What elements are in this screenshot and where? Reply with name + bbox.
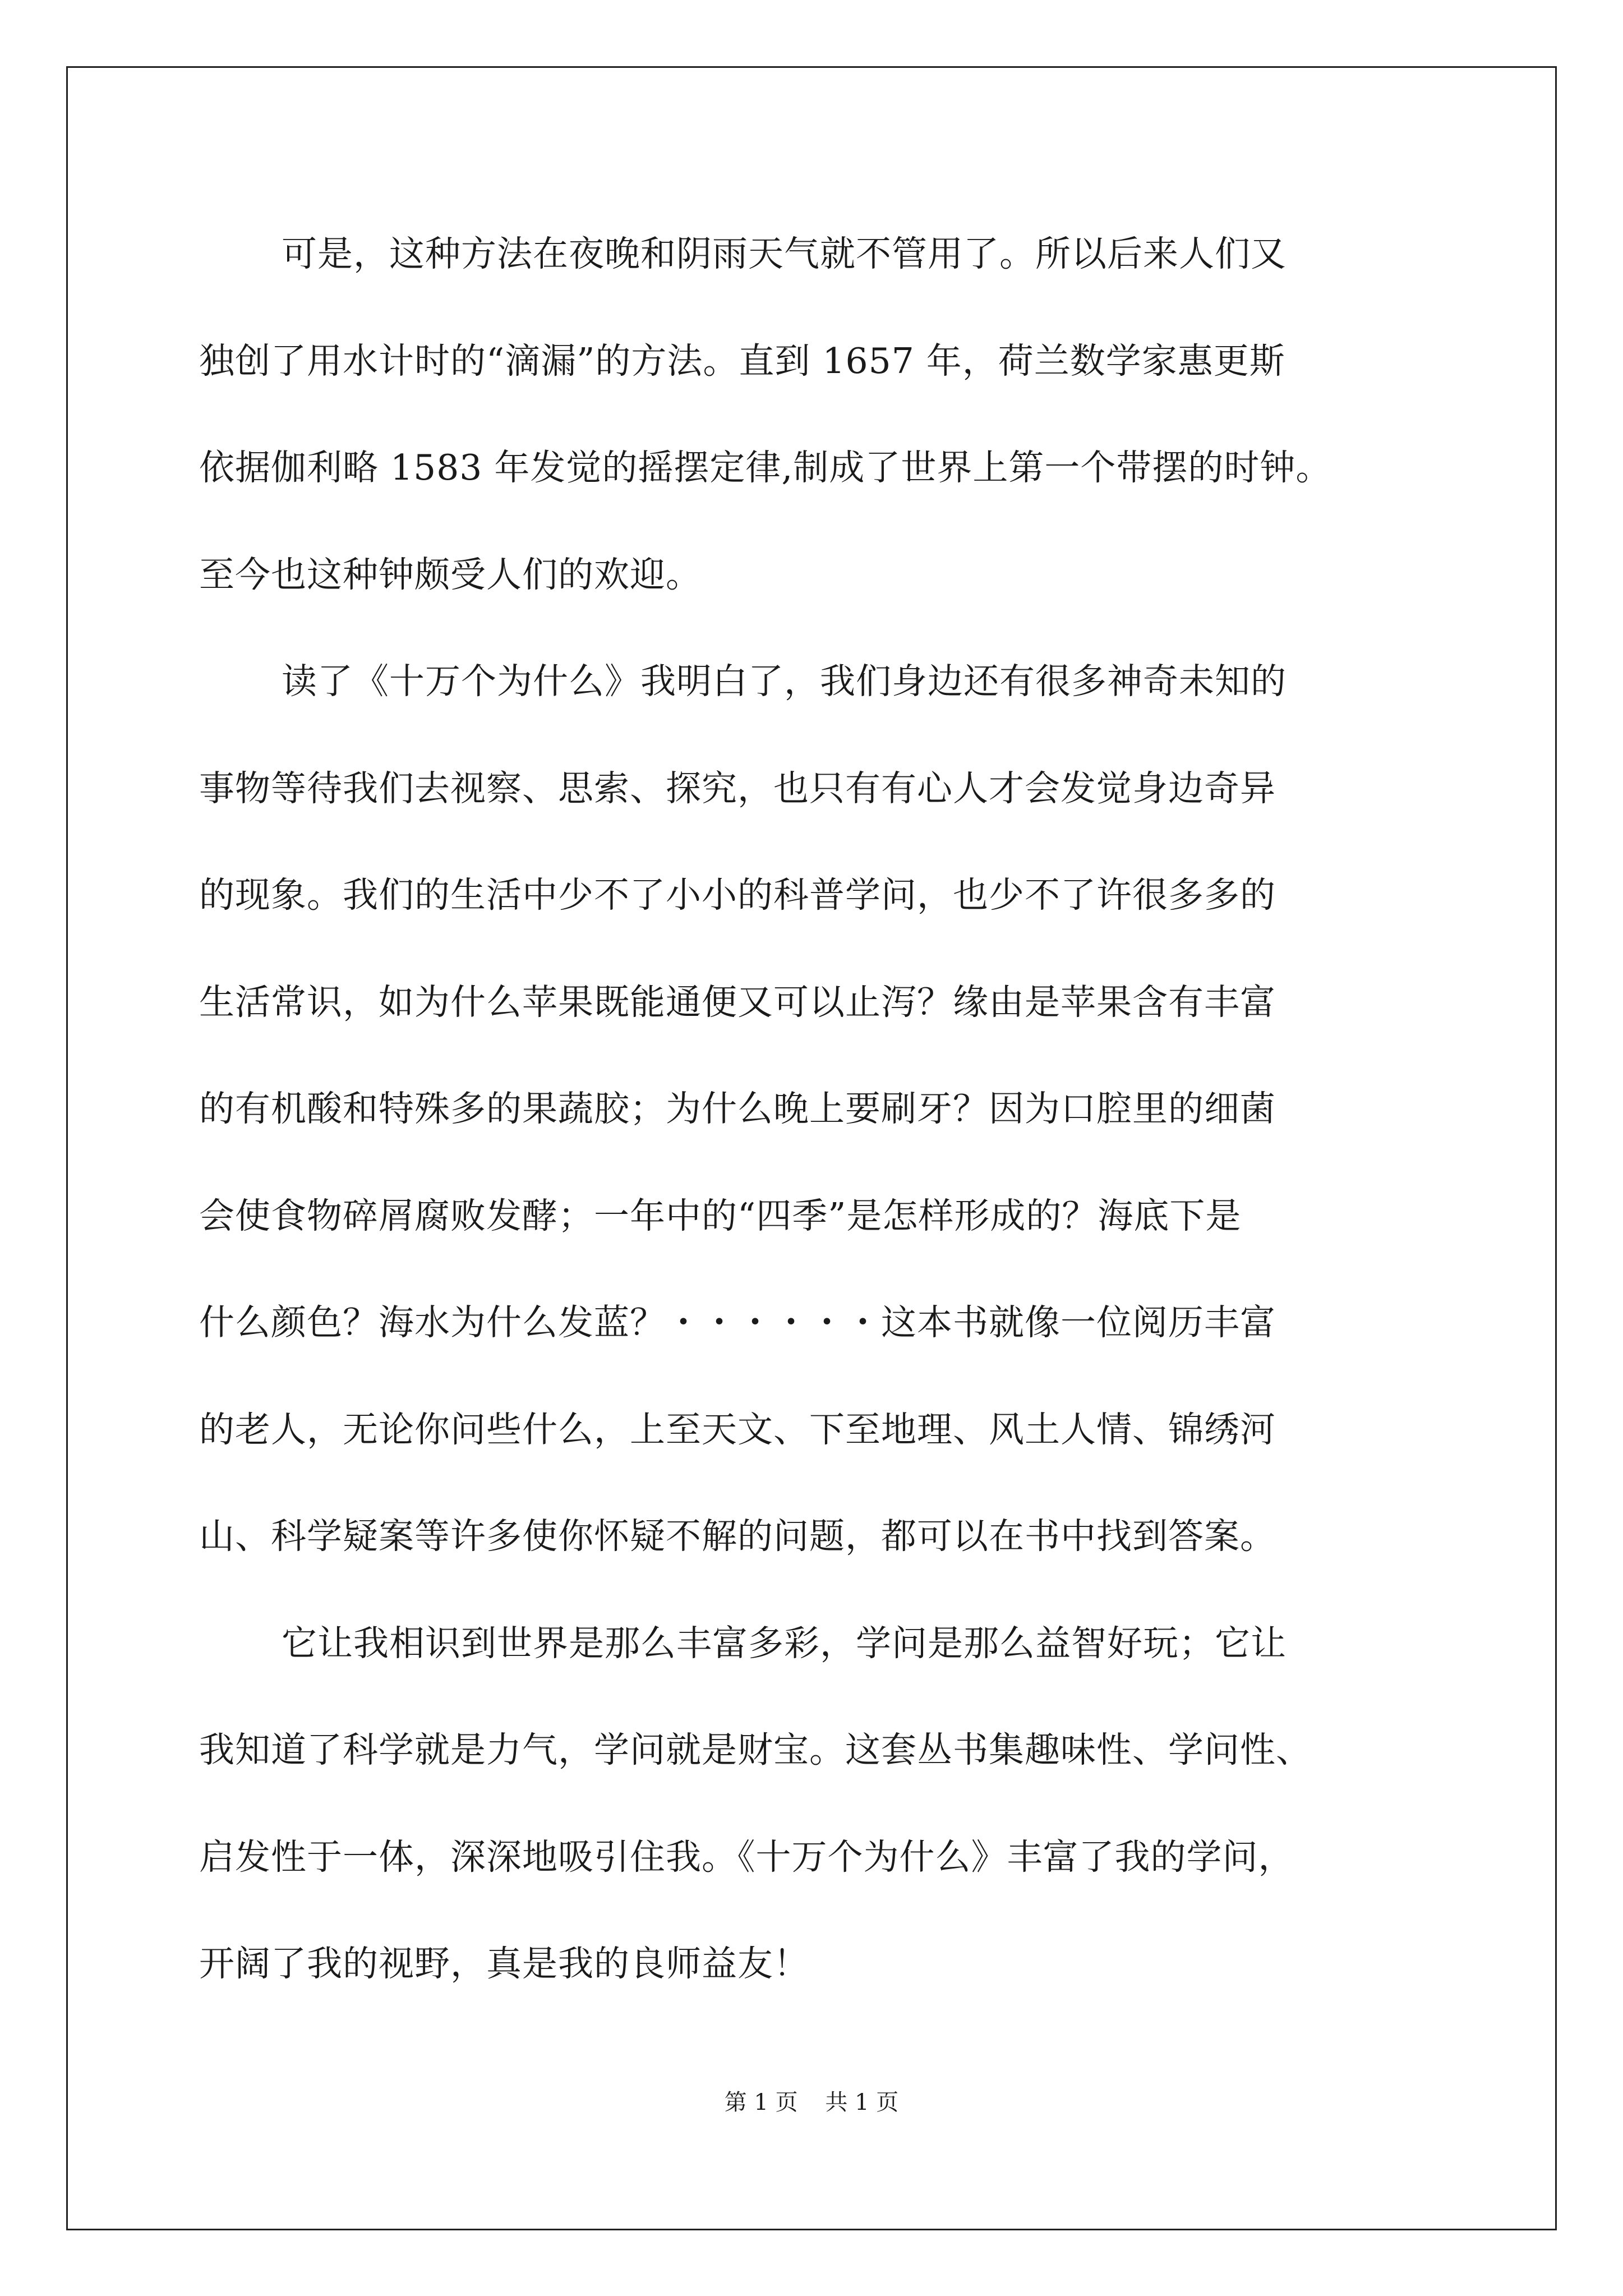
page-number: 第 1 页	[724, 2090, 798, 2115]
text-line: 什么颜色？海水为什么发蓝？・・・・・・这本书就像一位阅历丰富	[199, 1302, 1276, 1343]
text-line: 可是，这种方法在夜晚和阴雨天气就不管用了。所以后来人们又	[282, 233, 1287, 274]
text-line: 会使食物碎屑腐败发酵；一年中的“四季”是怎样形成的？海底下是	[199, 1195, 1242, 1236]
text-line: 至今也这种钟颇受人们的欢迎。	[199, 554, 702, 595]
text-line: 依据伽利略 1583 年发觉的摇摆定律,制成了世界上第一个带摆的时钟。	[199, 447, 1332, 488]
text-line: 读了《十万个为什么》我明白了，我们身边还有很多神奇未知的	[282, 661, 1287, 702]
page-footer	[0, 2086, 1623, 2119]
text-line: 的有机酸和特殊多的果蔬胶；为什么晚上要刷牙？因为口腔里的细菌	[199, 1088, 1276, 1129]
text-line: 它让我相识到世界是那么丰富多彩，学问是那么益智好玩；它让	[282, 1622, 1287, 1664]
text-line: 的老人，无论你问些什么，上至天文、下至地理、风土人情、锦绣河	[199, 1409, 1276, 1450]
text-line: 我知道了科学就是力气，学问就是财宝。这套丛书集趣味性、学问性、	[199, 1729, 1312, 1770]
text-line: 生活常识，如为什么苹果既能通便又可以止泻？缘由是苹果含有丰富	[199, 981, 1276, 1023]
text-line: 独创了用水计时的“滴漏”的方法。直到 1657 年，荷兰数学家惠更斯	[199, 340, 1285, 381]
text-line: 山、科学疑案等许多使你怀疑不解的问题，都可以在书中找到答案。	[199, 1516, 1276, 1557]
document-body	[199, 201, 1427, 2018]
text-line: 的现象。我们的生活中少不了小小的科普学问，也少不了许很多多的	[199, 875, 1276, 915]
page-total: 共 1 页	[825, 2090, 899, 2115]
text-line: 事物等待我们去视察、思索、探究，也只有有心人才会发觉身边奇异	[199, 767, 1276, 809]
text-line: 启发性于一体，深深地吸引住我。《十万个为什么》丰富了我的学问，	[199, 1836, 1294, 1878]
text-line: 开阔了我的视野，真是我的良师益友！	[199, 1943, 809, 1984]
